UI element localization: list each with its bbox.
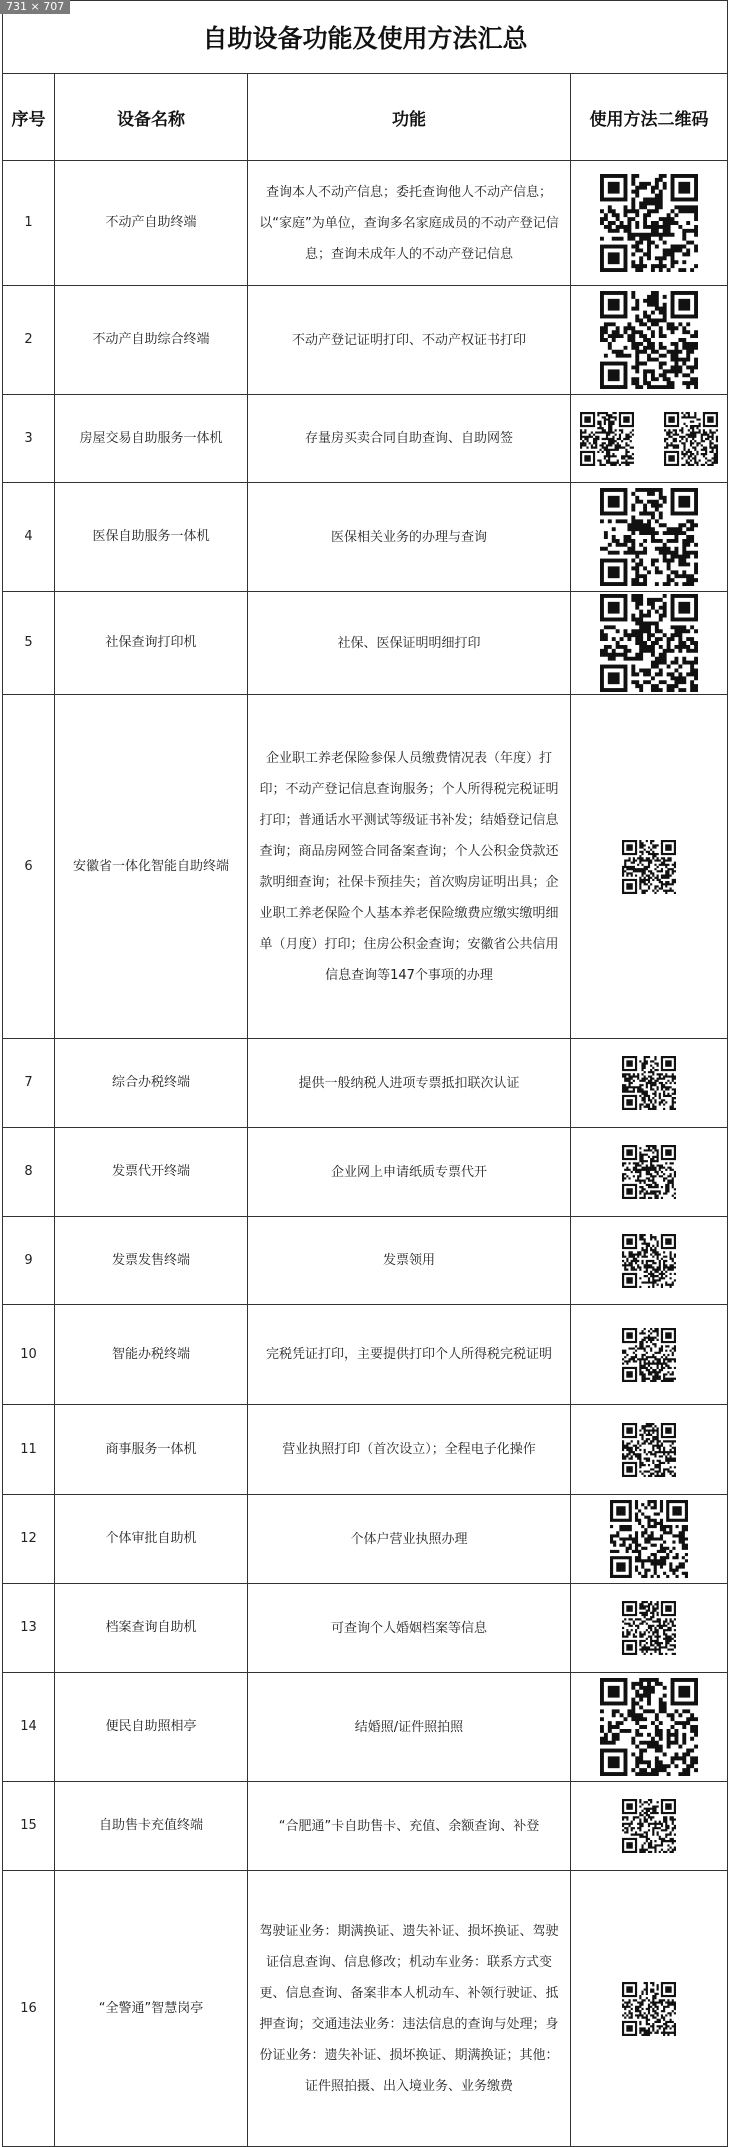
device-function: “合肥通”卡自助售卡、充值、余额查询、补登 xyxy=(248,1782,571,1871)
row-index: 5 xyxy=(3,592,55,695)
row-index: 13 xyxy=(3,1584,55,1673)
header-qrcode: 使用方法二维码 xyxy=(571,74,728,161)
header-function: 功能 xyxy=(248,74,571,161)
table-row xyxy=(3,286,728,395)
device-name: 档案查询自助机 xyxy=(55,1584,248,1673)
row-index: 11 xyxy=(3,1405,55,1495)
qr-code-cell xyxy=(571,395,728,483)
row-index: 9 xyxy=(3,1217,55,1305)
qr-code-group xyxy=(571,291,727,389)
qr-code-icon xyxy=(622,1601,676,1655)
row-index: 10 xyxy=(3,1305,55,1405)
device-function: 不动产登记证明打印、不动产权证书打印 xyxy=(248,286,571,395)
row-index: 16 xyxy=(3,1871,55,2147)
qr-code-icon xyxy=(622,840,676,894)
image-dimension-tag: 731 × 707 xyxy=(0,0,70,14)
device-name: 便民自助照相亭 xyxy=(55,1673,248,1782)
table-row xyxy=(3,1305,728,1405)
qr-code-icon xyxy=(622,1423,676,1477)
qr-code-icon xyxy=(600,1678,698,1776)
device-function: 医保相关业务的办理与查询 xyxy=(248,483,571,592)
device-name: 房屋交易自助服务一体机 xyxy=(55,395,248,483)
device-name: 个体审批自助机 xyxy=(55,1495,248,1584)
device-function: 存量房买卖合同自助查询、自助网签 xyxy=(248,395,571,483)
device-name: 安徽省一体化智能自助终端 xyxy=(55,695,248,1039)
table-row xyxy=(3,161,728,286)
qr-code-group xyxy=(571,1982,727,2036)
qr-code-group xyxy=(571,1234,727,1288)
row-index: 3 xyxy=(3,395,55,483)
device-function: 发票领用 xyxy=(248,1217,571,1305)
qr-code-icon xyxy=(600,291,698,389)
qr-code-cell xyxy=(571,161,728,286)
row-index: 14 xyxy=(3,1673,55,1782)
table-row xyxy=(3,1584,728,1673)
qr-code-cell xyxy=(571,1305,728,1405)
header-index: 序号 xyxy=(3,74,55,161)
qr-code-cell xyxy=(571,1871,728,2147)
qr-code-icon xyxy=(622,1145,676,1199)
qr-code-group xyxy=(571,594,727,692)
qr-code-icon xyxy=(600,594,698,692)
table-row xyxy=(3,1495,728,1584)
table-title: 自助设备功能及使用方法汇总 xyxy=(3,1,728,74)
qr-code-icon xyxy=(600,174,698,272)
qr-code-cell xyxy=(571,592,728,695)
header-name: 设备名称 xyxy=(55,74,248,161)
qr-code-group xyxy=(571,1328,727,1382)
qr-code-cell xyxy=(571,1584,728,1673)
table-row xyxy=(3,695,728,1039)
device-function: 可查询个人婚姻档案等信息 xyxy=(248,1584,571,1673)
qr-code-icon xyxy=(622,1982,676,2036)
device-function: 提供一般纳税人进项专票抵扣联次认证 xyxy=(248,1039,571,1128)
row-index: 6 xyxy=(3,695,55,1039)
device-name: 社保查询打印机 xyxy=(55,592,248,695)
table-row xyxy=(3,1673,728,1782)
qr-code-icon xyxy=(664,412,718,466)
row-index: 1 xyxy=(3,161,55,286)
table-row xyxy=(3,1217,728,1305)
qr-code-icon xyxy=(622,1328,676,1382)
qr-code-group xyxy=(571,1145,727,1199)
qr-code-cell xyxy=(571,483,728,592)
qr-code-group xyxy=(571,1056,727,1110)
qr-code-group xyxy=(571,488,727,586)
device-function: 企业网上申请纸质专票代开 xyxy=(248,1128,571,1217)
device-function: 社保、医保证明明细打印 xyxy=(248,592,571,695)
qr-code-group xyxy=(571,1423,727,1477)
device-function: 完税凭证打印，主要提供打印个人所得税完税证明 xyxy=(248,1305,571,1405)
device-name: 综合办税终端 xyxy=(55,1039,248,1128)
device-name: 不动产自助终端 xyxy=(55,161,248,286)
qr-code-cell xyxy=(571,695,728,1039)
qr-code-group xyxy=(571,1500,727,1578)
qr-code-group xyxy=(571,1799,727,1853)
qr-code-cell xyxy=(571,1495,728,1584)
summary-sheet xyxy=(2,0,727,2143)
device-function: 营业执照打印（首次设立）；全程电子化操作 xyxy=(248,1405,571,1495)
qr-code-icon xyxy=(600,488,698,586)
qr-code-group xyxy=(571,174,727,272)
device-name: 商事服务一体机 xyxy=(55,1405,248,1495)
qr-code-cell xyxy=(571,1405,728,1495)
device-name: “全警通”智慧岗亭 xyxy=(55,1871,248,2147)
qr-code-group xyxy=(571,412,727,466)
qr-code-group xyxy=(571,840,727,894)
row-index: 8 xyxy=(3,1128,55,1217)
device-name: 医保自助服务一体机 xyxy=(55,483,248,592)
device-function: 结婚照/证件照拍照 xyxy=(248,1673,571,1782)
device-function: 驾驶证业务：期满换证、遗失补证、损坏换证、驾驶证信息查询、信息修改；机动车业务：联系方式变更、信息查询、备案非本人机动车、补领行驶证、抵押查询；交通违法业务：违法信息的查询与处理；身份证业务：遗失补证、损坏换证、期满换证；其他：证件照拍摄、出入境业务、业务缴费 xyxy=(248,1871,571,2147)
qr-code-cell xyxy=(571,1217,728,1305)
qr-code-group xyxy=(571,1678,727,1776)
device-function: 企业职工养老保险参保人员缴费情况表（年度）打印；不动产登记信息查询服务；个人所得税完税证明打印；普通话水平测试等级证书补发；结婚登记信息查询；商品房网签合同备案查询；个人公积金贷款还款明细查询；社保卡预挂失；首次购房证明出具；企业职工养老保险个人基本养老保险缴费应缴实缴明细单（月度）打印；住房公积金查询；安徽省公共信用信息查询等147个事项的办理 xyxy=(248,695,571,1039)
table-row xyxy=(3,1871,728,2147)
qr-code-icon xyxy=(622,1799,676,1853)
device-name: 不动产自助综合终端 xyxy=(55,286,248,395)
row-index: 4 xyxy=(3,483,55,592)
table-row xyxy=(3,1128,728,1217)
table-row xyxy=(3,592,728,695)
table-row xyxy=(3,395,728,483)
device-name: 发票发售终端 xyxy=(55,1217,248,1305)
qr-code-icon xyxy=(580,412,634,466)
row-index: 2 xyxy=(3,286,55,395)
table-row xyxy=(3,1405,728,1495)
qr-code-group xyxy=(571,1601,727,1655)
qr-code-cell xyxy=(571,1673,728,1782)
qr-code-cell xyxy=(571,1039,728,1128)
table-row xyxy=(3,483,728,592)
device-function: 查询本人不动产信息；委托查询他人不动产信息；以“家庭”为单位，查询多名家庭成员的不动产登记信息；查询未成年人的不动产登记信息 xyxy=(248,161,571,286)
qr-code-icon xyxy=(622,1056,676,1110)
qr-code-icon xyxy=(610,1500,688,1578)
row-index: 7 xyxy=(3,1039,55,1128)
row-index: 15 xyxy=(3,1782,55,1871)
table-row xyxy=(3,1782,728,1871)
device-table xyxy=(2,0,728,2147)
qr-code-cell xyxy=(571,1128,728,1217)
qr-code-cell xyxy=(571,1782,728,1871)
device-name: 智能办税终端 xyxy=(55,1305,248,1405)
device-name: 自助售卡充值终端 xyxy=(55,1782,248,1871)
qr-code-cell xyxy=(571,286,728,395)
device-function: 个体户营业执照办理 xyxy=(248,1495,571,1584)
device-name: 发票代开终端 xyxy=(55,1128,248,1217)
row-index: 12 xyxy=(3,1495,55,1584)
table-row xyxy=(3,1039,728,1128)
qr-code-icon xyxy=(622,1234,676,1288)
